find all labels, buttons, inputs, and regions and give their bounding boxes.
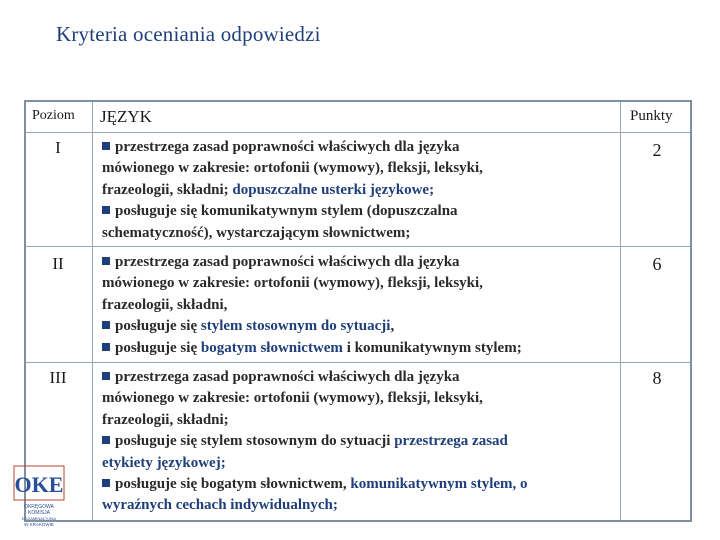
description-text: mówionego w zakresie: ortofonii (wymowy), fleksji, leksyki, bbox=[102, 275, 483, 292]
bullet-square-icon bbox=[102, 206, 110, 214]
logo-line: W KRAKOWIE bbox=[24, 522, 54, 527]
row-description bbox=[102, 252, 620, 359]
description-line bbox=[102, 316, 620, 337]
description-text: posługuje się stylem stosownym do sytuacji bbox=[115, 433, 395, 450]
description-line bbox=[102, 474, 620, 495]
header-punkty: Punkty bbox=[630, 108, 673, 124]
row-points: 6 bbox=[652, 254, 662, 274]
description-text: bogatym słownictwem bbox=[200, 339, 343, 356]
header-divider bbox=[26, 132, 690, 133]
description-text: frazeologii, składni, bbox=[102, 296, 228, 313]
bullet-square-icon bbox=[102, 257, 110, 265]
description-text: stylem stosownym do sytuacji bbox=[200, 318, 391, 335]
description-text: frazeologii, składni; bbox=[102, 181, 233, 198]
header-poziom: Poziom bbox=[32, 108, 75, 123]
description-text: przestrzega zasad poprawności właściwych dla języka bbox=[115, 139, 460, 155]
row-description bbox=[102, 137, 620, 244]
description-line bbox=[102, 137, 620, 158]
bullet-square-icon bbox=[102, 372, 110, 380]
description-line bbox=[102, 388, 620, 409]
row-level: II bbox=[52, 254, 64, 273]
description-text: posługuje się bbox=[115, 339, 201, 356]
description-line bbox=[102, 158, 620, 179]
row-points: 2 bbox=[652, 140, 662, 160]
description-text: dopuszczalne usterki językowe; bbox=[232, 181, 435, 198]
description-line bbox=[102, 338, 620, 359]
description-text: mówionego w zakresie: ortofonii (wymowy), fleksji, leksyki, bbox=[102, 160, 483, 177]
description-text: komunikatywnym stylem, o bbox=[350, 476, 528, 493]
row-divider bbox=[26, 362, 690, 363]
column-divider bbox=[620, 102, 621, 520]
description-line bbox=[102, 431, 620, 452]
description-text: przestrzega zasad poprawności właściwych dla języka bbox=[115, 254, 460, 270]
description-text: i komunikatywnym stylem; bbox=[342, 339, 522, 356]
description-line bbox=[102, 410, 620, 431]
header-jezyk: JĘZYK bbox=[100, 107, 152, 126]
description-text: wyraźnych cechach indywidualnych; bbox=[102, 497, 338, 514]
bullet-square-icon bbox=[102, 142, 110, 150]
logo-line: OKRĘGOWA bbox=[24, 504, 54, 510]
logo-line: EGZAMINACYJNA bbox=[21, 516, 57, 521]
oke-logo bbox=[12, 464, 66, 528]
description-text: , bbox=[390, 318, 395, 335]
column-divider bbox=[92, 102, 93, 520]
description-text: posługuje się bbox=[115, 318, 201, 335]
description-line bbox=[102, 273, 620, 294]
criteria-table bbox=[21, 100, 692, 522]
row-level: I bbox=[55, 138, 61, 157]
description-text: przestrzega zasad poprawności właściwych dla języka bbox=[115, 369, 460, 385]
bullet-square-icon bbox=[102, 343, 110, 351]
description-line bbox=[102, 453, 620, 474]
description-line bbox=[102, 495, 620, 516]
slide-title: Kryteria oceniania odpowiedzi bbox=[56, 22, 321, 46]
description-text: frazeologii, składni; bbox=[102, 411, 229, 428]
row-divider bbox=[26, 246, 690, 247]
description-text: mówionego w zakresie: ortofonii (wymowy), fleksji, leksyki, bbox=[102, 390, 483, 407]
description-text: posługuje się komunikatywnym stylem (dopuszczalna bbox=[115, 203, 458, 220]
bullet-square-icon bbox=[102, 321, 110, 329]
bullet-square-icon bbox=[102, 436, 110, 444]
description-line bbox=[102, 295, 620, 316]
logo-letters: OKE bbox=[14, 472, 64, 497]
description-text: etykiety językowej; bbox=[102, 454, 226, 471]
description-line bbox=[102, 201, 620, 222]
row-level: III bbox=[49, 368, 67, 387]
description-text: posługuje się bogatym słownictwem, bbox=[115, 476, 351, 493]
description-text: przestrzega zasad bbox=[394, 433, 508, 450]
description-line bbox=[102, 180, 620, 201]
row-description bbox=[102, 367, 620, 517]
description-line bbox=[102, 367, 620, 388]
description-text: schematyczność), wystarczającym słownictwem; bbox=[102, 224, 411, 241]
description-line bbox=[102, 252, 620, 273]
description-line bbox=[102, 223, 620, 244]
logo-line: KOMISJA bbox=[28, 510, 50, 516]
row-points: 8 bbox=[652, 368, 662, 388]
bullet-square-icon bbox=[102, 479, 110, 487]
